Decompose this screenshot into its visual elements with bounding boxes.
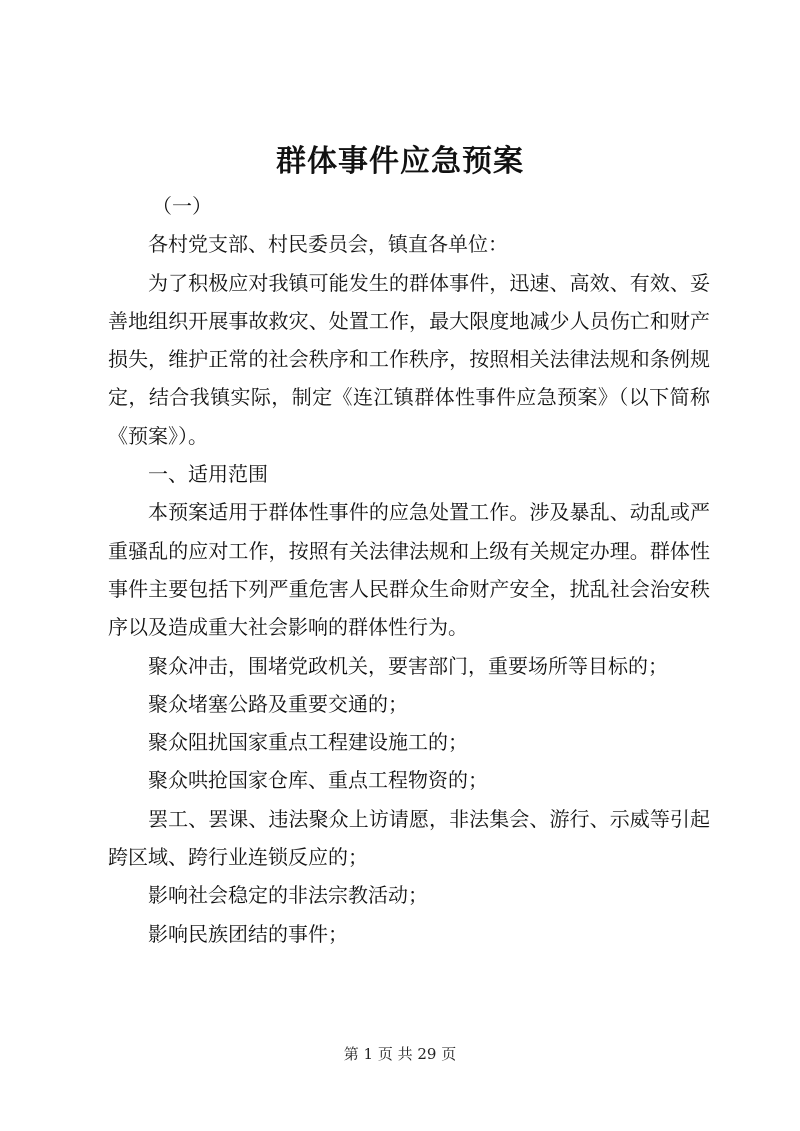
scope-paragraph: 本预案适用于群体性事件的应急处置工作。涉及暴乱、动乱或严重骚乱的应对工作，按照有关法律法规和上级有关规定办理。群体性事件主要包括下列严重危害人民群众生命财产安全，扰乱社会治安秩序以及造成重大社会影响的群体性行为。 [108,500,710,640]
document-title: 群体事件应急预案 [276,144,524,179]
section-marker: （一） [152,194,212,218]
list-item: 聚众哄抢国家仓库、重点工程物资的； [148,768,488,793]
list-item: 影响民族团结的事件； [148,921,348,946]
list-item: 影响社会稳定的非法宗教活动； [148,883,428,908]
list-item: 聚众堵塞公路及重要交通的； [148,691,408,716]
section-heading: 一、适用范围 [148,462,268,487]
list-item: 聚众阻扰国家重点工程建设施工的； [148,730,468,755]
intro-paragraph: 为了积极应对我镇可能发生的群体事件，迅速、高效、有效、妥善地组织开展事故救灾、处置工作，最大限度地减少人员伤亡和财产损失，维护正常的社会秩序和工作秩序，按照相关法律法规和条例规定，结合我镇实际，制定《连江镇群体性事件应急预案》（以下简称《预案》）。 [108,270,710,448]
list-item: 聚众冲击，围堵党政机关，要害部门，重要场所等目标的； [148,653,668,678]
page-number-footer: 第 1 页 共 29 页 [343,1045,457,1063]
salutation: 各村党支部、村民委员会，镇直各单位： [148,232,508,257]
document-body [108,187,710,953]
list-item: 罢工、罢课、违法聚众上访请愿，非法集会、游行、示威等引起跨区域、跨行业连锁反应的； [108,806,710,870]
